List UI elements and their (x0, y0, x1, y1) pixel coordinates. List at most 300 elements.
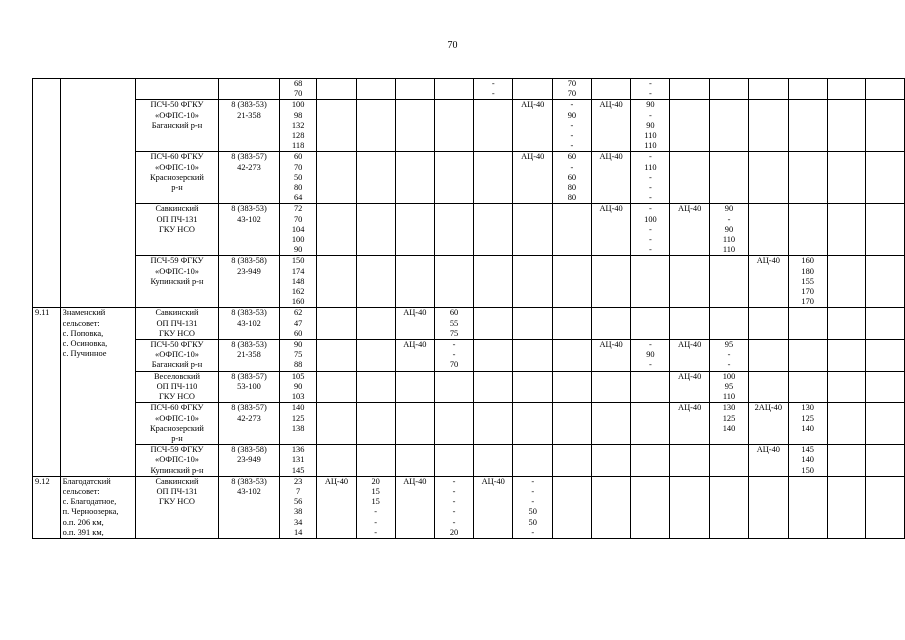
table-cell (33, 476, 61, 538)
table-cell (435, 371, 474, 403)
table-cell (827, 308, 866, 340)
table-cell (280, 100, 317, 152)
cell-line: - (649, 89, 652, 99)
table-cell (670, 256, 710, 308)
table-cell (60, 79, 135, 308)
table-cell (749, 100, 789, 152)
cell-line: - (570, 131, 574, 141)
cell-line: - (374, 527, 378, 537)
cell-line: 72 (293, 204, 303, 214)
cell-line: - (452, 486, 456, 496)
cell-line: 80 (293, 183, 303, 193)
table-body (33, 79, 905, 539)
table-cell (280, 371, 317, 403)
table-cell (435, 445, 474, 477)
cell-line: 15 (371, 497, 380, 507)
cell-line: Савкинский (155, 308, 199, 318)
cell-line: ОП ПЧ-131 (156, 486, 198, 496)
cell-line: 80 (567, 183, 577, 193)
table-cell (395, 403, 435, 445)
table-cell (788, 403, 827, 445)
cell-line: 2АЦ-40 (754, 403, 783, 413)
table-cell (827, 79, 866, 100)
table-cell (136, 79, 219, 100)
cell-line: АЦ-40 (678, 204, 702, 214)
table-cell (866, 256, 905, 308)
table-cell (552, 371, 591, 403)
table-cell (591, 100, 631, 152)
cell-line: 15 (371, 486, 380, 496)
table-cell (591, 256, 631, 308)
table-cell (788, 340, 827, 372)
cell-line: 60 (567, 172, 577, 182)
table-cell (136, 340, 219, 372)
table-cell (827, 403, 866, 445)
cell-line: АЦ-40 (599, 204, 623, 214)
cell-line: с. Благодатное, (62, 497, 117, 507)
table-cell (136, 476, 219, 538)
table-row (33, 476, 905, 538)
cell-line: 155 (801, 276, 814, 286)
table-cell (709, 79, 748, 100)
table-cell (513, 79, 553, 100)
table-cell (670, 100, 710, 152)
table-cell (280, 256, 317, 308)
cell-line: 140 (291, 403, 305, 413)
table-cell (591, 308, 631, 340)
table-cell (827, 340, 866, 372)
table-cell (435, 476, 474, 538)
cell-line: 140 (801, 455, 814, 465)
cell-line: сельсовет: (62, 486, 100, 496)
table-cell (513, 476, 553, 538)
cell-line: 170 (801, 287, 814, 297)
cell-line: Краснозерский (150, 172, 204, 182)
table-cell (749, 152, 789, 204)
cell-line: АЦ-40 (599, 152, 623, 162)
cell-line: 43-102 (237, 318, 261, 328)
cell-line: с. Поповка, (62, 328, 104, 338)
table-cell (317, 308, 357, 340)
table-cell (280, 152, 317, 204)
cell-line: 100 (291, 100, 305, 110)
cell-line: 110 (722, 392, 736, 402)
table-cell (709, 100, 748, 152)
cell-line: Савкинский (155, 204, 199, 214)
table-cell (317, 445, 357, 477)
table-cell (218, 340, 279, 372)
table-cell (513, 308, 553, 340)
cell-line: 90 (567, 110, 577, 120)
table-cell (591, 371, 631, 403)
cell-line: 90 (646, 350, 655, 360)
table-cell (749, 371, 789, 403)
table-cell (356, 340, 395, 372)
cell-line: - (531, 486, 535, 496)
table-cell (827, 371, 866, 403)
cell-line: 103 (291, 392, 305, 402)
cell-line: ОП ПЧ-110 (156, 381, 198, 391)
cell-line: 42-273 (237, 413, 261, 423)
table-cell (513, 403, 553, 445)
cell-line: ОП ПЧ-131 (156, 318, 198, 328)
table-cell (317, 403, 357, 445)
cell-line: АЦ-40 (521, 100, 545, 110)
table-cell (60, 476, 135, 538)
cell-line: 90 (293, 381, 303, 391)
table-cell (280, 445, 317, 477)
cell-line: 148 (291, 276, 305, 286)
table-row (33, 100, 905, 152)
table-cell (827, 256, 866, 308)
table-cell (591, 152, 631, 204)
table-cell (136, 445, 219, 477)
table-cell (749, 403, 789, 445)
cell-line: 50 (528, 517, 537, 527)
table-cell (788, 445, 827, 477)
table-cell (473, 308, 513, 340)
table-cell (218, 204, 279, 256)
table-cell (788, 371, 827, 403)
cell-line: 131 (291, 455, 305, 465)
cell-line: - (531, 497, 535, 507)
table-cell (356, 79, 395, 100)
table-cell (749, 476, 789, 538)
cell-line: 47 (293, 318, 303, 328)
table-cell (670, 371, 710, 403)
table-cell (591, 403, 631, 445)
table-cell (788, 308, 827, 340)
cell-line: Знаменский (62, 308, 106, 318)
table-cell (788, 79, 827, 100)
table-cell (709, 256, 748, 308)
cell-line: с. Осиновка, (62, 339, 108, 349)
cell-line: 110 (722, 235, 736, 245)
table-cell (827, 152, 866, 204)
table-cell (395, 204, 435, 256)
cell-line: АЦ-40 (403, 308, 427, 318)
table-cell (356, 256, 395, 308)
table-cell (631, 79, 670, 100)
cell-line: 60 (449, 308, 459, 318)
cell-line: АЦ-40 (678, 403, 702, 413)
cell-line: 56 (293, 497, 303, 507)
table-cell (473, 152, 513, 204)
cell-line: 8 (383-53) (231, 100, 267, 110)
table-cell (317, 256, 357, 308)
cell-line: - (531, 527, 535, 537)
table-cell (709, 308, 748, 340)
table-cell (473, 403, 513, 445)
cell-line: «ОФПС-10» (155, 413, 199, 423)
cell-line: 145 (801, 445, 814, 455)
cell-line: 125 (801, 413, 814, 423)
table-cell (552, 152, 591, 204)
table-cell (473, 371, 513, 403)
table-cell (631, 100, 670, 152)
cell-line: 14 (293, 527, 303, 537)
cell-line: Благодатский (62, 476, 111, 486)
table-cell (552, 256, 591, 308)
cell-line: 100 (291, 235, 305, 245)
table-cell (513, 340, 553, 372)
cell-line: 7 (296, 486, 301, 496)
table-cell (827, 445, 866, 477)
table-cell (670, 79, 710, 100)
table-row (33, 340, 905, 372)
cell-line: 70 (567, 89, 577, 99)
table-cell (709, 445, 748, 477)
table-cell (280, 403, 317, 445)
cell-line: АЦ-40 (403, 340, 427, 350)
cell-line: 68 (293, 79, 303, 88)
cell-line: «ОФПС-10» (155, 266, 199, 276)
table-cell (827, 476, 866, 538)
table-cell (473, 445, 513, 477)
cell-line: - (649, 204, 652, 214)
cell-line: 110 (644, 141, 657, 151)
cell-line: 75 (449, 328, 459, 338)
cell-line: ГКУ НСО (158, 497, 195, 507)
cell-line: - (570, 141, 574, 151)
table-cell (218, 445, 279, 477)
cell-line: АЦ-40 (678, 340, 702, 350)
table-cell (395, 256, 435, 308)
cell-line: АЦ-40 (403, 476, 427, 486)
table-cell (136, 371, 219, 403)
table-cell (435, 204, 474, 256)
table-cell (749, 308, 789, 340)
cell-line: - (649, 340, 652, 350)
cell-line: - (649, 224, 652, 234)
table-cell (788, 476, 827, 538)
cell-line: 64 (293, 193, 303, 203)
cell-line: ПСЧ-50 ФГКУ (150, 100, 204, 110)
cell-line: 95 (724, 340, 734, 350)
table-cell (749, 340, 789, 372)
cell-line: 23-949 (237, 266, 261, 276)
cell-line: 70 (293, 214, 303, 224)
table-cell (218, 403, 279, 445)
cell-line: 23-949 (237, 455, 261, 465)
table-row (33, 445, 905, 477)
cell-line: 34 (293, 517, 303, 527)
table-cell (709, 403, 748, 445)
page-number: 70 (447, 40, 458, 51)
table-cell (709, 340, 748, 372)
cell-line: 90 (724, 204, 734, 214)
cell-line: - (452, 350, 456, 360)
cell-line: 8 (383-57) (231, 152, 267, 162)
table-cell (631, 371, 670, 403)
table-cell (218, 152, 279, 204)
cell-line: ПСЧ-59 ФГКУ (150, 256, 204, 266)
cell-line: Баганский р-н (151, 360, 203, 370)
table-cell (513, 152, 553, 204)
table-cell (435, 308, 474, 340)
table-cell (473, 476, 513, 538)
cell-line: ГКУ НСО (158, 224, 195, 234)
cell-line: ПСЧ-59 ФГКУ (150, 445, 204, 455)
cell-line: - (452, 497, 456, 507)
cell-line: 104 (291, 224, 305, 234)
cell-line: - (531, 476, 535, 486)
table-cell (709, 371, 748, 403)
cell-line: «ОФПС-10» (155, 350, 199, 360)
table-cell (395, 79, 435, 100)
table-cell (670, 308, 710, 340)
cell-line: 110 (644, 162, 657, 172)
table-cell (670, 445, 710, 477)
cell-line: сельсовет: (62, 318, 100, 328)
table-cell (317, 79, 357, 100)
cell-line: - (727, 350, 731, 360)
table-cell (866, 308, 905, 340)
cell-line: - (649, 79, 652, 88)
cell-line: Савкинский (155, 476, 199, 486)
table-cell (317, 100, 357, 152)
cell-line: 50 (293, 172, 303, 182)
cell-line: п. Черноозерка, (62, 507, 119, 517)
cell-line: - (649, 110, 652, 120)
cell-line: 90 (724, 224, 734, 234)
cell-line: 160 (291, 297, 305, 307)
table-cell (591, 340, 631, 372)
table-cell (631, 445, 670, 477)
cell-line: - (727, 360, 731, 370)
table-cell (136, 204, 219, 256)
cell-line: 95 (724, 381, 734, 391)
table-row (33, 256, 905, 308)
table-cell (218, 256, 279, 308)
cell-line: 90 (293, 340, 303, 350)
cell-line: 170 (801, 297, 814, 307)
cell-line: 60 (567, 152, 577, 162)
table-cell (709, 152, 748, 204)
cell-line: 50 (528, 507, 537, 517)
cell-line: - (649, 172, 652, 182)
cell-line: 42-273 (237, 162, 261, 172)
table-cell (552, 79, 591, 100)
cell-line: 125 (291, 413, 305, 423)
cell-line: 8 (383-53) (231, 308, 267, 318)
cell-line: - (570, 100, 574, 110)
cell-line: 162 (291, 287, 305, 297)
cell-line: - (649, 183, 652, 193)
cell-line: 118 (292, 141, 305, 151)
table-cell (552, 476, 591, 538)
table-cell (136, 308, 219, 340)
table-cell (280, 79, 317, 100)
cell-line: 70 (449, 360, 459, 370)
table-cell (356, 445, 395, 477)
cell-line: 70 (293, 89, 303, 99)
table-cell (395, 100, 435, 152)
table-cell (435, 79, 474, 100)
table-cell (136, 403, 219, 445)
table-cell (356, 403, 395, 445)
table-cell (788, 100, 827, 152)
cell-line: - (649, 235, 652, 245)
table-cell (631, 204, 670, 256)
cell-line: - (649, 152, 652, 162)
table-cell (218, 476, 279, 538)
table-cell (136, 256, 219, 308)
table-cell (866, 204, 905, 256)
table-cell (670, 204, 710, 256)
table-cell (395, 308, 435, 340)
table-cell (866, 152, 905, 204)
cell-line: 8 (383-53) (231, 476, 267, 486)
cell-line: ОП ПЧ-131 (156, 214, 198, 224)
cell-line: - (570, 120, 574, 130)
table-cell (473, 256, 513, 308)
table-cell (395, 371, 435, 403)
table-cell (631, 340, 670, 372)
table-cell (552, 100, 591, 152)
table-cell (435, 256, 474, 308)
cell-line: 145 (291, 465, 305, 475)
cell-line: 20 (449, 527, 459, 537)
cell-line: 88 (293, 360, 303, 370)
table-cell (513, 204, 553, 256)
table-cell (356, 204, 395, 256)
cell-line: 43-102 (237, 214, 261, 224)
table-cell (670, 403, 710, 445)
table-row (33, 371, 905, 403)
cell-line: ГКУ НСО (158, 392, 195, 402)
table-cell (317, 340, 357, 372)
table-cell (513, 445, 553, 477)
table-cell (788, 256, 827, 308)
table-cell (473, 79, 513, 100)
table-cell (218, 308, 279, 340)
cell-line: р-н (171, 433, 183, 443)
table-cell (280, 340, 317, 372)
cell-line: - (452, 340, 456, 350)
table-cell (552, 445, 591, 477)
cell-line: - (452, 507, 456, 517)
table-row (33, 204, 905, 256)
cell-line: 21-358 (237, 350, 261, 360)
cell-line: ГКУ НСО (158, 328, 195, 338)
cell-line: АЦ-40 (678, 371, 702, 381)
table-cell (136, 152, 219, 204)
table-cell (591, 204, 631, 256)
cell-line: 160 (801, 256, 814, 266)
table-cell (670, 152, 710, 204)
cell-line: 132 (291, 120, 305, 130)
table-cell (473, 100, 513, 152)
cell-line: 174 (291, 266, 305, 276)
table-cell (356, 476, 395, 538)
table-cell (218, 79, 279, 100)
cell-line: 60 (293, 152, 303, 162)
cell-line: - (452, 476, 456, 486)
table-cell (552, 204, 591, 256)
cell-line: 62 (293, 308, 303, 318)
cell-line: 138 (291, 423, 305, 433)
table-cell (395, 152, 435, 204)
cell-line: 100 (644, 214, 657, 224)
cell-line: - (374, 517, 378, 527)
cell-line: Баганский р-н (151, 120, 203, 130)
table-cell (513, 256, 553, 308)
cell-line: 110 (722, 245, 736, 255)
table-cell (552, 340, 591, 372)
cell-line: 150 (801, 465, 814, 475)
table-cell (866, 100, 905, 152)
